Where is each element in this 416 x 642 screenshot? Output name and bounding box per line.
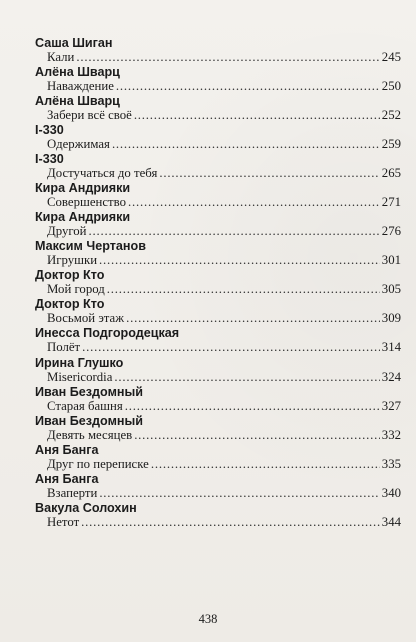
dot-leader: [159, 166, 380, 181]
entry-author: Доктор Кто: [35, 297, 105, 312]
entry-page-number: 252: [381, 108, 401, 123]
entry-page-number: 324: [381, 369, 401, 384]
entry-author: Саша Шиган: [35, 36, 113, 50]
entry-title: Старая башня: [47, 398, 123, 413]
entry-title: Мой город: [47, 282, 105, 297]
entry-page-number: 327: [381, 398, 401, 413]
dot-leader: [116, 79, 380, 94]
entry-title: Misericordia: [47, 369, 113, 384]
page-number-footer: 438: [198, 612, 218, 626]
entry-page-number: 271: [381, 195, 401, 210]
dot-leader: [89, 224, 380, 239]
entry-page-number: 305: [381, 282, 401, 297]
entry-line: [35, 340, 401, 355]
dot-leader: [114, 370, 380, 385]
dot-leader: [134, 428, 380, 443]
entry-line: [35, 253, 401, 268]
entry-author: Доктор Кто: [35, 268, 105, 283]
entry-page-number: 335: [381, 456, 401, 471]
dot-leader: [112, 137, 380, 152]
entry-title: Нетот: [47, 514, 80, 529]
toc-entry: [35, 501, 401, 530]
entry-author: Аня Банга: [35, 442, 99, 457]
entry-line: [35, 50, 401, 65]
toc-entry: [35, 239, 401, 268]
toc-entry: [35, 472, 401, 501]
entry-line: [35, 457, 401, 472]
entry-author: Алёна Шварц: [35, 65, 120, 80]
entry-author: Иван Бездомный: [35, 413, 143, 428]
entry-page-number: 340: [381, 485, 401, 500]
toc-entry: [35, 414, 401, 443]
toc-entry: [35, 297, 401, 326]
toc-entry: [35, 123, 401, 152]
toc-entry: [35, 94, 401, 123]
toc-entry: [35, 65, 401, 94]
entry-line: [35, 79, 401, 94]
toc-entry: [35, 385, 401, 414]
entry-page-number: 265: [381, 166, 401, 181]
entry-line: [35, 282, 401, 297]
entry-author: Аня Банга: [35, 471, 99, 486]
entry-page-number: 309: [381, 311, 401, 326]
dot-leader: [125, 399, 380, 414]
toc-entry: [35, 36, 401, 65]
toc-entry: [35, 443, 401, 472]
dot-leader: [134, 108, 380, 123]
entry-author: Кира Андрияки: [35, 210, 131, 225]
toc-entry: [35, 326, 401, 355]
toc-entry: [35, 268, 401, 297]
entry-line: [35, 399, 401, 414]
entry-line: [35, 195, 401, 210]
entry-page-number: 301: [381, 253, 401, 268]
entry-line: [35, 311, 401, 326]
entry-author: Кира Андрияки: [35, 181, 131, 196]
entry-author: Иван Бездомный: [35, 384, 143, 399]
entry-line: [35, 428, 401, 443]
entry-line: [35, 515, 401, 530]
entry-line: [35, 486, 401, 501]
entry-page-number: 259: [381, 137, 401, 152]
table-of-contents: [35, 36, 401, 530]
toc-entry: [35, 356, 401, 385]
entry-page-number: 332: [381, 427, 401, 442]
entry-title: Забери всё своё: [47, 108, 132, 123]
entry-title: Кали: [47, 50, 75, 64]
entry-title: Восьмой этаж: [47, 311, 125, 326]
dot-leader: [107, 282, 380, 297]
entry-line: [35, 224, 401, 239]
entry-author: Алёна Шварц: [35, 94, 120, 109]
entry-page-number: 314: [381, 340, 401, 355]
entry-page-number: 245: [381, 50, 401, 64]
entry-line: [35, 166, 401, 181]
dot-leader: [99, 486, 380, 501]
entry-title: Достучаться до тебя: [47, 166, 158, 181]
entry-page-number: 344: [381, 514, 401, 529]
entry-title: Друг по переписке: [47, 456, 149, 471]
entry-author: I-330: [35, 152, 64, 167]
entry-title: Наваждение: [47, 79, 114, 94]
entry-title: Совершенство: [47, 195, 126, 210]
entry-title: Взаперти: [47, 485, 98, 500]
entry-author: Ирина Глушко: [35, 355, 124, 370]
toc-entry: [35, 181, 401, 210]
entry-title: Полёт: [47, 340, 81, 355]
entry-title: Одержимая: [47, 137, 110, 152]
toc-entry: [35, 210, 401, 239]
entry-author: Инесса Подгородецкая: [35, 326, 180, 341]
entry-line: [35, 137, 401, 152]
entry-author: I-330: [35, 123, 64, 138]
entry-title: Другой: [47, 224, 87, 239]
entry-line: [35, 108, 401, 123]
dot-leader: [99, 253, 380, 268]
entry-author: Вакула Солохин: [35, 500, 137, 515]
dot-leader: [151, 457, 380, 472]
dot-leader: [126, 311, 380, 326]
entry-title: Игрушки: [47, 253, 98, 268]
dot-leader: [128, 195, 380, 210]
entry-author: Максим Чертанов: [35, 239, 146, 254]
entry-line: [35, 370, 401, 385]
entry-page-number: 276: [381, 224, 401, 239]
entry-title: Девять месяцев: [47, 427, 133, 442]
toc-entry: [35, 152, 401, 181]
dot-leader: [76, 50, 380, 65]
entry-page-number: 250: [381, 79, 401, 94]
dot-leader: [82, 340, 380, 355]
dot-leader: [81, 515, 380, 530]
